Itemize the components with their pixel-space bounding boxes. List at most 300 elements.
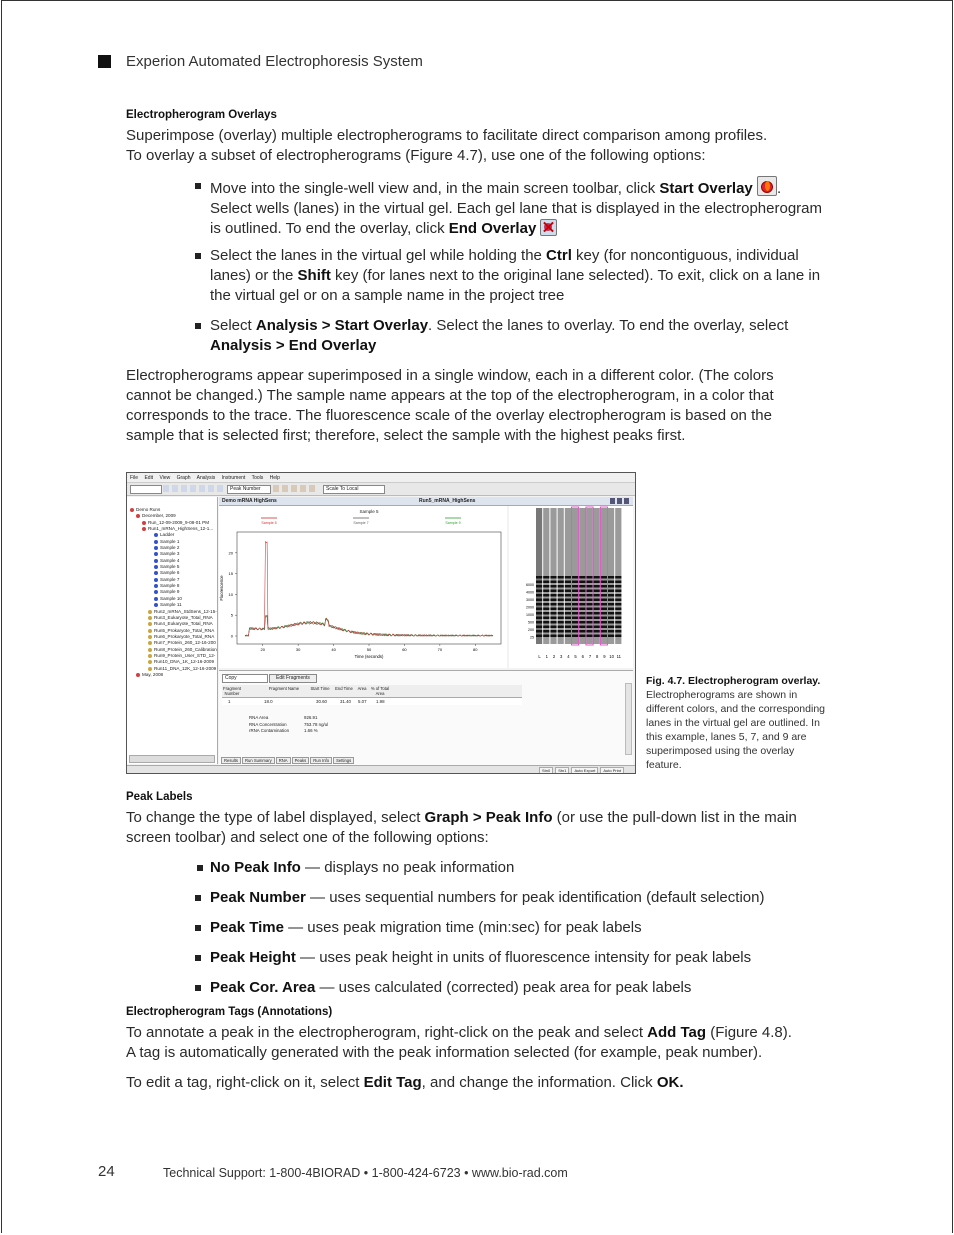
gel-band — [579, 621, 585, 624]
gel-band — [586, 621, 592, 624]
option-name: Peak Height — [210, 949, 296, 966]
gel-band — [565, 599, 571, 602]
tree-node-icon — [148, 648, 152, 652]
tree-node-icon — [154, 565, 158, 569]
bullet-icon — [195, 183, 201, 189]
stat-label: rRNA Contamination — [249, 728, 290, 733]
tree-item-label: Sample 7 — [160, 576, 180, 582]
section-heading-overlays: Electropherogram Overlays — [126, 109, 277, 121]
gel-band — [558, 590, 564, 593]
gel-band — [608, 608, 614, 611]
tree-item-label: Run2_mRNA_StdSens_12-15- — [154, 608, 217, 614]
gel-band — [601, 599, 607, 602]
gel-band — [579, 608, 585, 611]
gel-ladder-label: 3000 — [526, 598, 534, 602]
gel-band — [601, 626, 607, 629]
gel-band — [572, 594, 578, 597]
gel-band — [543, 635, 549, 638]
toolbar-icons[interactable] — [163, 485, 223, 492]
tree-item-label: Run10_DNA_1K_12-16-2009 — [154, 659, 215, 665]
table-cell: 18.0 — [264, 699, 273, 704]
footer-support: Technical Support: 1-800-4BIORAD • 1-800-424-6723 • www.bio-rad.com — [163, 1166, 568, 1180]
gel-band — [565, 621, 571, 624]
tree-node-icon — [148, 622, 152, 626]
gel-band — [565, 612, 571, 615]
gel-band — [536, 630, 542, 633]
figure-4-7-screenshot — [126, 472, 636, 774]
gel-band — [594, 630, 600, 633]
gel-band — [565, 590, 571, 593]
bullet-3: Select Analysis > Start Overlay. Select the lanes to overlay. To end the overlay, select Analysis > End Overlay — [210, 317, 789, 354]
gel-band — [558, 612, 564, 615]
peak-label-option — [210, 888, 764, 908]
gel-band — [550, 621, 556, 624]
gel-band — [550, 599, 556, 602]
gel-band — [558, 635, 564, 638]
table-header-cell: Area — [357, 686, 367, 691]
gel-band — [565, 594, 571, 597]
gel-band — [594, 635, 600, 638]
gel-band — [608, 581, 614, 584]
gel-band — [594, 576, 600, 579]
gel-band — [608, 576, 614, 579]
gel-band — [558, 576, 564, 579]
gel-band — [594, 594, 600, 597]
gel-band — [565, 581, 571, 584]
gel-ladder-label: 6000 — [526, 583, 534, 587]
tree-node-icon — [154, 584, 158, 588]
gel-lane-label: 9 — [603, 654, 606, 659]
bullet-icon — [197, 865, 203, 871]
intro-line-1: Superimpose (overlay) multiple electropherograms to facilitate direct comparison among profiles. — [126, 127, 768, 144]
option-description: — uses peak height in units of fluorescence intensity for peak labels — [295, 949, 752, 966]
project-tree — [127, 497, 218, 764]
gel-band — [579, 599, 585, 602]
gel-band — [586, 599, 592, 602]
gel-band — [572, 608, 578, 611]
gel-band — [579, 590, 585, 593]
option-description: — displays no peak information — [300, 859, 515, 876]
gel-band — [615, 585, 621, 588]
gel-band — [565, 576, 571, 579]
scale-select[interactable]: Scale To Local — [323, 485, 385, 494]
gel-band — [550, 612, 556, 615]
gel-band — [594, 621, 600, 624]
gel-band — [536, 608, 542, 611]
gel-band — [608, 603, 614, 606]
gel-band — [536, 599, 542, 602]
table-header-cell: Start Time — [310, 686, 330, 691]
gel-band — [615, 576, 621, 579]
panel-title-right: Run5_mRNA_HighSens — [419, 498, 476, 504]
gel-band — [586, 630, 592, 633]
option-name: No Peak Info — [210, 859, 301, 876]
gel-band — [615, 590, 621, 593]
tree-item-label: Sample 1 — [160, 538, 180, 544]
table-cell: 1.98 — [376, 699, 385, 704]
gel-band — [543, 590, 549, 593]
results-tab[interactable]: Peaks — [292, 757, 310, 764]
gel-band — [601, 585, 607, 588]
gel-band — [572, 576, 578, 579]
gel-band — [543, 603, 549, 606]
gel-band — [579, 576, 585, 579]
x-axis-label: Time (seconds) — [354, 654, 384, 659]
gel-band — [615, 621, 621, 624]
tree-scrollbar[interactable] — [129, 755, 215, 763]
gel-band — [608, 621, 614, 624]
end-overlay-icon — [540, 219, 557, 236]
gel-band — [572, 626, 578, 629]
tree-item-label: Sample 3 — [160, 551, 180, 557]
gel-lane-label: 4 — [567, 654, 570, 659]
gel-lane-label: 2 — [552, 654, 556, 659]
virtual-gel[interactable] — [509, 506, 633, 668]
gel-band — [586, 617, 592, 620]
bullet-icon — [195, 925, 201, 931]
gel-band — [594, 617, 600, 620]
gel-band — [558, 617, 564, 620]
option-description: — uses peak migration time (min:sec) for peak labels — [283, 919, 642, 936]
gel-band — [615, 599, 621, 602]
description-paragraph: Electropherograms appear superimposed in a single window, each in a different color. (The colors cannot be changed.) The sample name appears at the top of the electropherogram, in a color that corresponds to the trace. The fluorescence scale of the overlay electropherogram is based on the sample that is selected first; therefore, select the sample with the highest peaks first. — [126, 367, 774, 444]
results-scrollbar[interactable] — [625, 683, 632, 755]
tree-node-icon — [148, 616, 152, 620]
tree-item-label: Run_12-09-2009_9-08-01 PM — [148, 519, 210, 525]
gel-band — [572, 612, 578, 615]
gel-band — [536, 594, 542, 597]
tree-item-label: Run1_mRNA_HighSens_12-1... — [148, 526, 214, 532]
gel-band — [550, 581, 556, 584]
results-tab[interactable]: Results — [221, 757, 241, 764]
header-square-icon — [98, 55, 111, 68]
table-row[interactable] — [222, 698, 522, 705]
gel-band — [608, 635, 614, 638]
y-tick-label: 10 — [228, 591, 233, 597]
tree-node-icon — [154, 590, 158, 594]
gel-lane-label: 11 — [616, 654, 621, 659]
gel-band — [543, 621, 549, 624]
caption-bold: Fig. 4.7. Electropherogram overlay. — [646, 675, 821, 687]
gel-band — [594, 612, 600, 615]
tree-item-label: Sample 11 — [160, 602, 182, 608]
gel-band — [565, 635, 571, 638]
gel-ladder-label: 2000 — [526, 605, 534, 610]
tags-paragraph-1: To annotate a peak in the electropherogram, right-click on the peak and select Add Tag (Figure 4.8). A tag is automatically generated with the peak information selected (for example, peak number). — [126, 1024, 792, 1061]
gel-band — [543, 576, 549, 579]
gel-band — [608, 630, 614, 633]
gel-band — [601, 630, 607, 633]
gel-band — [608, 612, 614, 615]
stat-value: 1.66 % — [304, 728, 318, 733]
results-tab[interactable]: Run Info — [310, 757, 332, 764]
section-heading-peak-labels: Peak Labels — [126, 791, 193, 803]
option-description: — uses sequential numbers for peak identification (default selection) — [305, 889, 765, 906]
gel-band — [536, 626, 542, 629]
gel-band — [579, 626, 585, 629]
gel-band — [550, 594, 556, 597]
gel-lane-label: 5 — [574, 654, 577, 659]
gel-band — [565, 603, 571, 606]
gel-band — [558, 608, 564, 611]
results-panel — [219, 670, 633, 765]
gel-band — [579, 581, 585, 584]
gel-band — [586, 581, 592, 584]
peak-labels-intro: To change the type of label displayed, select Graph > Peak Info (or use the pull-down list in the main screen toolbar) and select one of the following options: — [126, 809, 797, 846]
results-tab[interactable]: Settings — [333, 757, 354, 764]
tree-item-label: May, 2008 — [142, 671, 164, 677]
gel-band — [601, 581, 607, 584]
gel-band — [536, 635, 542, 638]
tree-item-label: Run4_Eukaryote_Total_RNA — [154, 621, 213, 627]
table-cell: 30.60 — [316, 699, 327, 704]
gel-band — [565, 608, 571, 611]
tags-paragraph-2: To edit a tag, right-click on it, select Edit Tag, and change the information. Click OK. — [126, 1074, 684, 1091]
peak-info-select[interactable]: Peak Number — [227, 485, 271, 494]
tree-node-icon — [142, 527, 146, 531]
gel-band — [543, 630, 549, 633]
running-header: Experion Automated Electrophoresis System — [126, 53, 423, 70]
y-tick-label: 15 — [228, 571, 233, 577]
gel-band — [558, 603, 564, 606]
table-header-cell: Fragment Name — [268, 686, 300, 691]
tree-item-label: Run9_Protein_User_STD_12- — [154, 652, 216, 658]
gel-band — [615, 635, 621, 638]
bullet-2: Select the lanes in the virtual gel while holding the Ctrl key (for noncontiguous, individual lanes) or the Shift key (for lanes next to the original lane selected). To exit, click on a lane in the virtual gel or on a sample name in the project tree — [210, 247, 821, 304]
gel-band — [579, 617, 585, 620]
option-name: Peak Time — [210, 919, 284, 936]
gel-band — [558, 630, 564, 633]
x-tick-label: 20 — [260, 647, 265, 652]
table-cell: 31.40 — [340, 699, 351, 704]
tree-node-icon — [154, 546, 158, 550]
gel-band — [550, 590, 556, 593]
gel-band — [594, 590, 600, 593]
gel-band — [543, 594, 549, 597]
status-item[interactable]: Auto Export — [571, 767, 598, 774]
results-tab[interactable]: Run Summary — [242, 757, 275, 764]
bullet-1: Move into the single-well view and, in the main screen toolbar, click Start Overlay . Select wells (lanes) in the virtual gel. Each gel lane that is displayed in the electropherogram is outlined. To end the overlay, click End Overlay — [210, 176, 830, 239]
gel-band — [536, 603, 542, 606]
gel-band — [536, 621, 542, 624]
gel-band — [558, 581, 564, 584]
status-bar — [127, 765, 635, 774]
gel-band — [579, 612, 585, 615]
gel-lane-label: 6 — [581, 654, 584, 659]
gel-band — [579, 594, 585, 597]
tree-node-icon — [154, 552, 158, 556]
gel-band — [536, 612, 542, 615]
gel-band — [594, 608, 600, 611]
gel-band — [543, 581, 549, 584]
gel-ladder-label: 500 — [528, 620, 534, 625]
tree-node-icon — [148, 667, 152, 671]
gel-band — [558, 599, 564, 602]
gel-band — [565, 626, 571, 629]
option-description: — uses calculated (corrected) peak area for peak labels — [315, 979, 692, 996]
bullet-icon — [195, 985, 201, 991]
gel-band — [558, 626, 564, 629]
tree-item-label: Demo Runs — [136, 507, 161, 512]
option-name: Peak Number — [210, 889, 306, 906]
gel-band — [550, 635, 556, 638]
view-buttons[interactable] — [610, 498, 630, 504]
gel-band — [594, 626, 600, 629]
gel-band — [543, 608, 549, 611]
table-header-cell: % of Total Area — [370, 686, 390, 696]
gel-band — [536, 576, 542, 579]
gel-band — [594, 581, 600, 584]
tree-node-icon — [154, 597, 158, 601]
gel-band — [579, 635, 585, 638]
menu-bar — [127, 473, 635, 483]
gel-band — [536, 617, 542, 620]
gel-band — [550, 576, 556, 579]
gel-band — [615, 612, 621, 615]
tree-item-label: Run11_DNA_12K_12-16-2009 — [154, 665, 217, 671]
gel-band — [615, 603, 621, 606]
table-header-cell: End Time — [335, 686, 353, 691]
tree-node-icon — [154, 578, 158, 582]
gel-band — [550, 626, 556, 629]
gel-band — [543, 626, 549, 629]
legend-label: Sample 7 — [353, 521, 369, 525]
menu-items[interactable]: File Edit View Graph Analysis Instrument Tools Help — [130, 475, 280, 481]
table-cell: 5.07 — [358, 699, 367, 704]
tree-node-icon — [136, 514, 140, 518]
legend-label: Sample 9 — [445, 521, 461, 525]
gel-band — [601, 603, 607, 606]
tree-item-label: Sample 5 — [160, 564, 180, 570]
gel-band — [594, 599, 600, 602]
gel-band — [536, 585, 542, 588]
gel-band — [550, 630, 556, 633]
gel-band — [608, 617, 614, 620]
gel-band — [536, 581, 542, 584]
gel-band — [608, 599, 614, 602]
gel-band — [565, 617, 571, 620]
table-header-cell: Fragment Number — [223, 686, 241, 696]
gel-band — [615, 581, 621, 584]
gel-band — [572, 599, 578, 602]
status-item[interactable]: Stn0 — [539, 767, 553, 774]
option-name: Peak Cor. Area — [210, 979, 316, 996]
gel-band — [586, 603, 592, 606]
status-item[interactable]: Stn1 — [555, 767, 569, 774]
stat-value: 926.91 — [304, 715, 318, 720]
tree-node-icon — [142, 521, 146, 525]
tree-item-label: Sample 4 — [160, 557, 180, 563]
bullet-icon — [195, 955, 201, 961]
gel-band — [586, 635, 592, 638]
overlay-tool-icons[interactable] — [273, 485, 318, 492]
tree-item-label: December, 2009 — [142, 513, 176, 519]
intro-line-2: To overlay a subset of electropherograms (Figure 4.7), use one of the following options: — [126, 147, 706, 164]
gel-band — [543, 585, 549, 588]
gel-band — [550, 608, 556, 611]
gel-band — [601, 576, 607, 579]
gel-band — [586, 590, 592, 593]
start-overlay-icon — [757, 176, 777, 196]
edit-fragments-button[interactable]: Edit Fragments — [269, 674, 317, 683]
fragment-table-header — [222, 685, 522, 698]
caption-text: Electropherograms are shown in different colors, and the corresponding lanes in the virtual gel are outlined. In this example, lanes 5, 7, and 9 are superimposed using the overlay feature. — [646, 689, 826, 771]
gel-band — [601, 635, 607, 638]
gel-band — [601, 621, 607, 624]
x-tick-label: 80 — [473, 647, 478, 652]
toolbar — [127, 483, 635, 496]
y-axis-label: Fluorescence — [219, 575, 224, 601]
gel-band — [615, 626, 621, 629]
x-tick-label: 50 — [366, 647, 372, 652]
tree-node-icon — [148, 610, 152, 614]
copy-dropdown[interactable]: Copy — [222, 674, 268, 683]
gel-band — [565, 585, 571, 588]
gel-band — [601, 617, 607, 620]
tree-item-label: Run8_Protein_260_Calibration — [154, 646, 217, 652]
status-item[interactable]: Auto Print — [600, 767, 624, 774]
tree-node-icon — [148, 635, 152, 639]
gel-lane-label: 8 — [596, 654, 599, 659]
gel-ladder-label: 4000 — [526, 590, 534, 595]
tree-item-label: Run5_Prokaryote_Total_RNA — [154, 627, 215, 633]
peak-label-option — [210, 948, 751, 968]
tree-item-label: Run3_Eukaryote_Total_RNA — [154, 614, 213, 620]
gel-ladder-label: 1000 — [526, 613, 534, 617]
gel-band — [615, 630, 621, 633]
tree-item-label: Sample 8 — [160, 583, 180, 589]
gel-band — [586, 626, 592, 629]
gel-band — [550, 603, 556, 606]
gel-band — [572, 581, 578, 584]
view-select[interactable] — [130, 485, 162, 494]
gel-band — [572, 585, 578, 588]
tree-node-icon — [154, 533, 158, 537]
tree-node-icon — [136, 673, 140, 677]
gel-band — [601, 612, 607, 615]
tree-item-label: Ladder — [160, 532, 175, 538]
tree-node-icon — [148, 654, 152, 658]
results-tabs — [219, 756, 633, 764]
gel-lane-label: 10 — [609, 654, 614, 659]
figure-caption — [646, 674, 828, 772]
gel-ladder-label: 25 — [530, 635, 534, 640]
tree-node-icon — [148, 629, 152, 633]
gel-band — [550, 585, 556, 588]
results-tab[interactable]: RNA — [276, 757, 291, 764]
tree-node-icon — [154, 603, 158, 607]
tree-item-label: Sample 10 — [160, 595, 182, 601]
gel-lane-label: 7 — [588, 654, 592, 659]
x-tick-label: 70 — [437, 647, 443, 652]
y-tick-label: 20 — [228, 550, 233, 556]
stat-value: 753.78 ng/ul — [304, 721, 329, 727]
gel-band — [608, 594, 614, 597]
gel-band — [615, 594, 621, 597]
tree-item-label: Sample 2 — [160, 545, 180, 551]
stat-label: RNA Area — [249, 715, 269, 720]
gel-band — [572, 630, 578, 633]
panel-header — [219, 497, 633, 506]
gel-band — [594, 585, 600, 588]
legend-label: Sample 5 — [261, 521, 277, 525]
gel-band — [608, 585, 614, 588]
tree-item-label: Run6_Prokaryote_Total_RNA — [154, 633, 215, 639]
tree-item-label: Sample 9 — [160, 589, 180, 595]
tree-item-label: Run7_Protein_260_12-16-200 — [154, 640, 216, 646]
x-tick-label: 60 — [402, 647, 407, 652]
bullet-icon — [195, 895, 201, 901]
